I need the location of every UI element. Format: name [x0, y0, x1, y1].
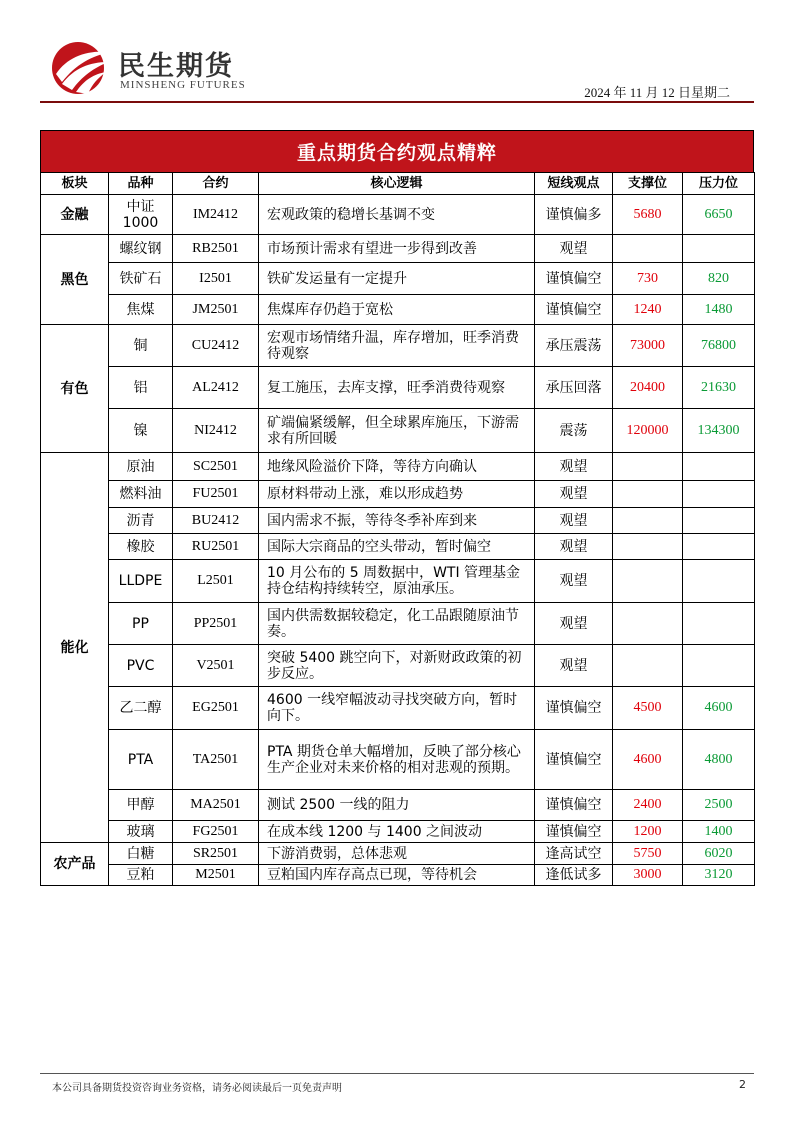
resistance-cell — [683, 603, 755, 645]
variety-cell: PP — [109, 603, 173, 645]
support-cell: 3000 — [613, 865, 683, 886]
logic-cell: 国际大宗商品的空头带动，暂时偏空 — [259, 534, 535, 560]
table-row — [41, 843, 755, 865]
support-cell — [613, 481, 683, 508]
logic-cell: 国内供需数据较稳定，化工品跟随原油节奏。 — [259, 603, 535, 645]
support-cell: 5750 — [613, 843, 683, 865]
logic-cell: 测试 2500 一线的阻力 — [259, 790, 535, 821]
header-contract: 合约 — [173, 173, 259, 195]
resistance-cell — [683, 534, 755, 560]
support-cell: 4500 — [613, 687, 683, 730]
table-row — [41, 821, 755, 843]
logic-cell: 4600 一线窄幅波动寻找突破方向，暂时向下。 — [259, 687, 535, 730]
support-cell: 1240 — [613, 295, 683, 325]
contract-cell: TA2501 — [173, 730, 259, 790]
logic-cell: 国内需求不振，等待冬季补库到来 — [259, 508, 535, 534]
variety-cell: PTA — [109, 730, 173, 790]
contract-cell: SC2501 — [173, 453, 259, 481]
support-cell — [613, 645, 683, 687]
view-cell: 观望 — [535, 481, 613, 508]
contract-cell: PP2501 — [173, 603, 259, 645]
contract-cell: RB2501 — [173, 235, 259, 263]
table-row — [41, 560, 755, 603]
view-cell: 谨慎偏多 — [535, 195, 613, 235]
variety-cell: 甲醇 — [109, 790, 173, 821]
brand-name-en: MINSHENG FUTURES — [120, 79, 246, 91]
header-logic: 核心逻辑 — [259, 173, 535, 195]
support-cell: 120000 — [613, 409, 683, 453]
logic-cell: 下游消费弱，总体悲观 — [259, 843, 535, 865]
table-header-row — [41, 173, 755, 195]
resistance-cell — [683, 453, 755, 481]
contract-cell: JM2501 — [173, 295, 259, 325]
variety-cell: PVC — [109, 645, 173, 687]
contract-cell: CU2412 — [173, 325, 259, 367]
resistance-cell — [683, 645, 755, 687]
variety-cell: 铝 — [109, 367, 173, 409]
variety-cell: 螺纹钢 — [109, 235, 173, 263]
table-row — [41, 481, 755, 508]
variety-cell: 原油 — [109, 453, 173, 481]
header-sector: 板块 — [41, 173, 109, 195]
contract-cell: BU2412 — [173, 508, 259, 534]
variety-cell: 橡胶 — [109, 534, 173, 560]
header-view: 短线观点 — [535, 173, 613, 195]
logic-cell: 宏观政策的稳增长基调不变 — [259, 195, 535, 235]
logic-cell: 豆粕国内库存高点已现，等待机会 — [259, 865, 535, 886]
logic-cell: 市场预计需求有望进一步得到改善 — [259, 235, 535, 263]
support-cell: 20400 — [613, 367, 683, 409]
view-cell: 谨慎偏空 — [535, 263, 613, 295]
table-row — [41, 195, 755, 235]
support-cell: 4600 — [613, 730, 683, 790]
support-cell — [613, 560, 683, 603]
header-resistance: 压力位 — [683, 173, 755, 195]
table-row — [41, 409, 755, 453]
footer-divider — [40, 1073, 754, 1074]
variety-cell: 玻璃 — [109, 821, 173, 843]
report-date: 2024 年 11 月 12 日星期二 — [584, 85, 730, 100]
variety-cell: 白糖 — [109, 843, 173, 865]
resistance-cell: 6650 — [683, 195, 755, 235]
variety-cell: 铜 — [109, 325, 173, 367]
view-cell: 谨慎偏空 — [535, 730, 613, 790]
contract-cell: MA2501 — [173, 790, 259, 821]
support-cell — [613, 534, 683, 560]
table-row — [41, 534, 755, 560]
logic-cell: 原材料带动上涨，难以形成趋势 — [259, 481, 535, 508]
view-cell: 观望 — [535, 645, 613, 687]
variety-cell: 镍 — [109, 409, 173, 453]
table-row — [41, 295, 755, 325]
view-cell: 观望 — [535, 560, 613, 603]
support-cell — [613, 508, 683, 534]
table-row — [41, 263, 755, 295]
logic-cell: 宏观市场情绪升温，库存增加，旺季消费待观察 — [259, 325, 535, 367]
disclaimer: 本公司具备期货投资咨询业务资格，请务必阅读最后一页免责声明 — [52, 1083, 342, 1094]
sector-cell: 金融 — [41, 195, 109, 235]
futures-table — [40, 130, 754, 886]
resistance-cell: 1480 — [683, 295, 755, 325]
logic-cell: 突破 5400 跳空向下，对新财政政策的初步反应。 — [259, 645, 535, 687]
contract-cell: AL2412 — [173, 367, 259, 409]
resistance-cell: 4800 — [683, 730, 755, 790]
logic-cell: 在成本线 1200 与 1400 之间波动 — [259, 821, 535, 843]
variety-cell: 沥青 — [109, 508, 173, 534]
header-variety: 品种 — [109, 173, 173, 195]
support-cell: 730 — [613, 263, 683, 295]
logic-cell: PTA 期货仓单大幅增加，反映了部分核心生产企业对未来价格的相对悲观的预期。 — [259, 730, 535, 790]
view-cell: 谨慎偏空 — [535, 790, 613, 821]
logic-cell: 焦煤库存仍趋于宽松 — [259, 295, 535, 325]
view-cell: 逢高试空 — [535, 843, 613, 865]
resistance-cell — [683, 481, 755, 508]
sector-cell: 农产品 — [41, 843, 109, 886]
view-cell: 谨慎偏空 — [535, 295, 613, 325]
view-cell: 震荡 — [535, 409, 613, 453]
table-row — [41, 730, 755, 790]
view-cell: 观望 — [535, 453, 613, 481]
variety-cell: 铁矿石 — [109, 263, 173, 295]
view-cell: 逢低试多 — [535, 865, 613, 886]
resistance-cell — [683, 235, 755, 263]
resistance-cell: 4600 — [683, 687, 755, 730]
contract-cell: FG2501 — [173, 821, 259, 843]
resistance-cell: 2500 — [683, 790, 755, 821]
view-cell: 观望 — [535, 534, 613, 560]
resistance-cell: 21630 — [683, 367, 755, 409]
brand-name-cn: 民生期货 — [118, 51, 234, 82]
sector-cell: 有色 — [41, 325, 109, 453]
view-cell: 观望 — [535, 508, 613, 534]
contract-cell: IM2412 — [173, 195, 259, 235]
contract-cell: V2501 — [173, 645, 259, 687]
contract-cell: I2501 — [173, 263, 259, 295]
resistance-cell: 820 — [683, 263, 755, 295]
contract-cell: FU2501 — [173, 481, 259, 508]
table-row — [41, 865, 755, 886]
logic-cell: 铁矿发运量有一定提升 — [259, 263, 535, 295]
variety-cell: LLDPE — [109, 560, 173, 603]
sector-cell: 能化 — [41, 453, 109, 843]
view-cell: 谨慎偏空 — [535, 687, 613, 730]
logic-cell: 地缘风险溢价下降，等待方向确认 — [259, 453, 535, 481]
sector-cell: 黑色 — [41, 235, 109, 325]
variety-cell: 豆粕 — [109, 865, 173, 886]
resistance-cell: 6020 — [683, 843, 755, 865]
futures-grid — [40, 172, 755, 886]
table-row — [41, 508, 755, 534]
page-number: 2 — [739, 1078, 746, 1091]
support-cell: 1200 — [613, 821, 683, 843]
resistance-cell: 3120 — [683, 865, 755, 886]
variety-cell: 中证 1000 — [109, 195, 173, 235]
support-cell: 5680 — [613, 195, 683, 235]
table-row — [41, 235, 755, 263]
resistance-cell: 1400 — [683, 821, 755, 843]
table-body — [41, 195, 755, 886]
view-cell: 观望 — [535, 235, 613, 263]
support-cell: 73000 — [613, 325, 683, 367]
table-row — [41, 645, 755, 687]
contract-cell: NI2412 — [173, 409, 259, 453]
header-divider — [40, 101, 754, 103]
contract-cell: SR2501 — [173, 843, 259, 865]
table-row — [41, 603, 755, 645]
table-row — [41, 325, 755, 367]
logic-cell: 10 月公布的 5 周数据中，WTI 管理基金持仓结构持续转空，原油承压。 — [259, 560, 535, 603]
header-support: 支撑位 — [613, 173, 683, 195]
resistance-cell — [683, 508, 755, 534]
logic-cell: 复工施压，去库支撑，旺季消费待观察 — [259, 367, 535, 409]
view-cell: 观望 — [535, 603, 613, 645]
support-cell — [613, 453, 683, 481]
contract-cell: M2501 — [173, 865, 259, 886]
table-row — [41, 453, 755, 481]
contract-cell: EG2501 — [173, 687, 259, 730]
variety-cell: 乙二醇 — [109, 687, 173, 730]
resistance-cell — [683, 560, 755, 603]
table-row — [41, 687, 755, 730]
variety-cell: 焦煤 — [109, 295, 173, 325]
view-cell: 承压回落 — [535, 367, 613, 409]
minsheng-logo-icon — [48, 38, 112, 96]
logic-cell: 矿端偏紧缓解，但全球累库施压，下游需求有所回暖 — [259, 409, 535, 453]
view-cell: 谨慎偏空 — [535, 821, 613, 843]
table-title: 重点期货合约观点精粹 — [40, 130, 754, 172]
support-cell — [613, 235, 683, 263]
resistance-cell: 76800 — [683, 325, 755, 367]
resistance-cell: 134300 — [683, 409, 755, 453]
variety-cell: 燃料油 — [109, 481, 173, 508]
table-row — [41, 790, 755, 821]
view-cell: 承压震荡 — [535, 325, 613, 367]
support-cell: 2400 — [613, 790, 683, 821]
support-cell — [613, 603, 683, 645]
contract-cell: RU2501 — [173, 534, 259, 560]
contract-cell: L2501 — [173, 560, 259, 603]
table-row — [41, 367, 755, 409]
